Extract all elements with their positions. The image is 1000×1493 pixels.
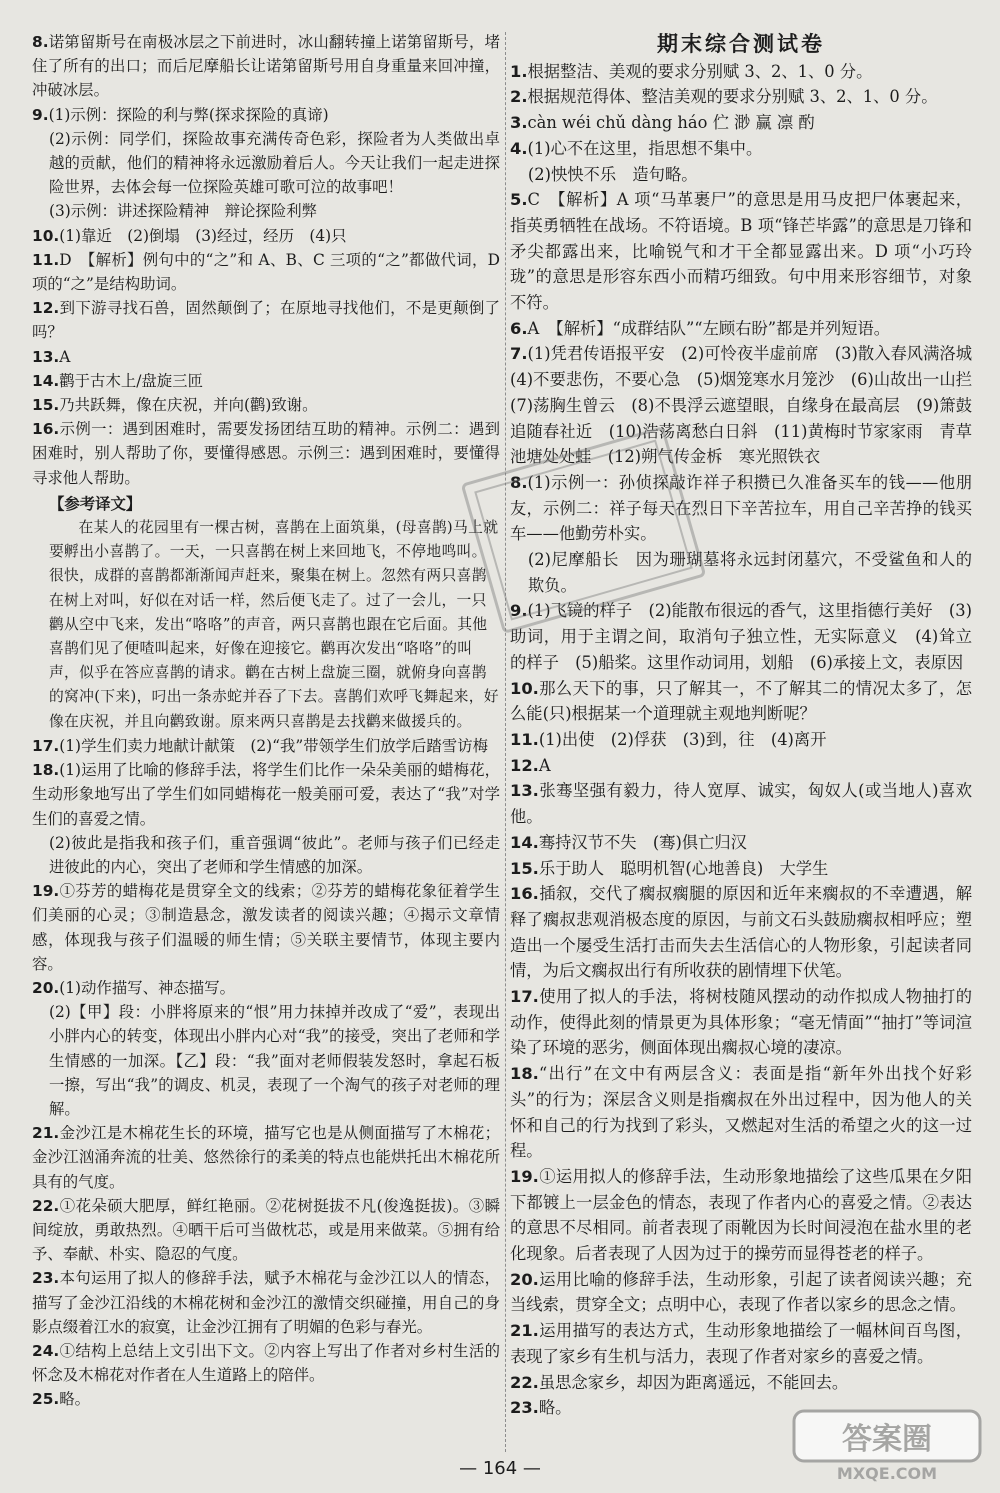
- item-text: (1)飞镜的样子 (2)能散布很远的香气，这里指德行美好 (3)助词，用于主谓之间，取消句子独立性，无实际意义 (4)耸立的样子 (5)船桨。这里作动词用，划船 (6)承接上文，表原因: [510, 601, 972, 672]
- item-text: 张骞坚强有毅力，待人宽厚、诚实，匈奴人(或当地人)喜欢他。: [510, 781, 972, 827]
- item-number: 21.: [510, 1321, 539, 1341]
- answer-item: [32, 30, 500, 103]
- answer-item: [32, 369, 500, 393]
- answer-item: [32, 758, 500, 831]
- answer-item: [510, 187, 972, 316]
- item-number: 2.: [510, 87, 528, 107]
- answer-item: [510, 881, 972, 984]
- item-text: (1)靠近 (2)倒塌 (3)经过，经历 (4)只: [59, 226, 347, 245]
- item-number: 17.: [510, 987, 539, 1007]
- answer-item: [510, 778, 972, 829]
- item-text: A: [59, 347, 71, 366]
- answer-item: [32, 976, 500, 1000]
- item-number: 14.: [32, 371, 60, 390]
- item-number: 8.: [32, 33, 49, 51]
- section-title: 期末综合测试卷: [657, 32, 825, 56]
- item-text: (1)示例一：孙侦探敲诈祥子积攒已久准备买车的钱——他朋友，示例二：祥子每天在烈日下辛苦拉车，用自己辛苦挣的钱买车——他勤劳朴实。: [510, 472, 972, 544]
- item-text: (1)动作描写、神态描写。: [59, 978, 235, 997]
- answer-item: [510, 830, 972, 856]
- item-number: 10.: [510, 678, 539, 698]
- answer-item: [32, 296, 500, 344]
- answer-item: [32, 1266, 500, 1339]
- answer-item: [32, 831, 500, 879]
- answer-item: [32, 393, 500, 417]
- translation-title: 【参考译文】: [48, 494, 142, 513]
- answer-item: [32, 1121, 500, 1194]
- item-number: 11.: [32, 250, 60, 269]
- answer-item: [510, 676, 972, 727]
- item-text: 诺第留斯号在南极冰层之下前进时，冰山翻转撞上诺第留斯号，堵住了所有的出口；而后尼摩船长让诺第留斯号用自身重量来回冲撞，冲破冰层。: [32, 33, 500, 100]
- item-text: D 【解析】例句中的“之”和 A、B、C 三项的“之”都做代词，D 项的“之”是结构助词。: [32, 250, 500, 294]
- reference-translation: [32, 492, 500, 734]
- answer-item: [32, 224, 500, 248]
- item-text: (2)彼此是指我和孩子们，重音强调“彼此”。老师与孩子们已经走进彼此的内心，突出了老师和学生情感的加深。: [48, 833, 500, 876]
- item-text: (1)运用了比喻的修辞手法，将学生们比作一朵朵美丽的蜡梅花，生动形象地写出了学生们如同蜡梅花一般美丽可爱，表达了“我”对学生们的喜爱之情。: [32, 761, 500, 828]
- item-text: “出行”在文中有两层含义：表面是指“新年外出找个好彩头”的行为；深层含义则是指瘸叔在外出过程中，因为他人的关怀和自己的行为找到了彩头，又燃起对生活的希望之火的这一过程。: [510, 1064, 972, 1161]
- item-number: 22.: [32, 1196, 60, 1215]
- item-number: 3.: [510, 113, 528, 133]
- answer-item: [32, 417, 500, 490]
- watermark-logo: [792, 1409, 982, 1483]
- item-text: (2)示例：同学们，探险故事充满传奇色彩，探险者为人类做出卓越的贡献，他们的精神将永远激励着后人。今天让我们一起走进探险世界，去体会每一位探险英雄可歌可泣的故事吧！: [48, 129, 500, 197]
- item-number: 15.: [32, 396, 60, 415]
- item-text: 骞持汉节不失 (骞)俱亡归汉: [538, 832, 747, 852]
- item-text: 乃共跃舞，像在庆祝，并向(鹳)致谢。: [59, 396, 318, 415]
- item-text: 鹳于古木上/盘旋三匝: [59, 371, 203, 390]
- item-number: 16.: [510, 884, 539, 904]
- item-text: 略。: [538, 1398, 572, 1418]
- answer-item: [510, 316, 972, 342]
- item-number: 4.: [510, 138, 528, 158]
- item-number: 20.: [32, 978, 60, 997]
- item-number: 19.: [32, 882, 60, 901]
- item-number: 21.: [32, 1124, 60, 1143]
- answer-item: [32, 1194, 500, 1267]
- answer-item: [32, 345, 500, 369]
- item-text: (3)示例：讲述探险精神 辩论探险利弊: [48, 202, 317, 221]
- item-text: 乐于助人 聪明机智(心地善良) 大学生: [538, 858, 829, 878]
- item-number: 19.: [510, 1166, 539, 1186]
- answer-item: [510, 59, 972, 85]
- item-number: 16.: [32, 420, 60, 439]
- answer-item: [510, 84, 972, 110]
- item-text: 插叙，交代了瘸叔瘸腿的原因和近年来瘸叔的不幸遭遇，解释了瘸叔悲观消极态度的原因，与前文石头鼓励瘸叔相呼应；塑造出一个屡受生活打击而失去生活信心的人物形象，引起读者同情，为后文瘸叔出行有所收获的剧情埋下伏笔。: [510, 884, 972, 981]
- item-text: 虽思念家乡，却因为距离遥远，不能回去。: [538, 1372, 849, 1392]
- answer-item: [510, 984, 972, 1061]
- item-number: 23.: [510, 1398, 539, 1418]
- answer-item: [32, 879, 500, 976]
- item-text: A 【解析】“成群结队”“左顾右盼”都是并列短语。: [527, 318, 891, 338]
- item-number: 5.: [510, 190, 528, 210]
- answer-item: [510, 856, 972, 882]
- item-number: 13.: [510, 781, 539, 801]
- answer-item: [510, 1164, 972, 1267]
- answer-item: [510, 1318, 972, 1369]
- answer-item: [32, 103, 500, 127]
- answer-item: [32, 1339, 500, 1387]
- item-number: 13.: [32, 347, 60, 366]
- answer-item: [510, 162, 972, 188]
- item-number: 20.: [510, 1269, 539, 1289]
- item-text: (1)心不在这里，指思想不集中。: [527, 138, 763, 158]
- translation-text: 在某人的花园里有一棵古树，喜鹊在上面筑巢，(母喜鹊)马上就要孵出小喜鹊了。一天，一只喜鹊在树上来回地飞，不停地鸣叫。很快，成群的喜鹊都渐渐闻声赶来，聚集在树上。忽然有两只喜鹊在树上对叫，好似在对话一样，然后便飞走了。过了一会儿，一只鹳从空中飞来，发出“咯咯”的声音，两只喜鹊也跟在它后面。其他喜鹊们见了便喳叫起来，好像在迎接它。鹳再次发出“咯咯”的叫声，似乎在答应喜鹊的请求。鹳在古树上盘旋三圈，就俯身向喜鹊的窝冲(下来)，叼出一条赤蛇并吞了下去。喜鹊们欢呼飞舞起来，好像在庆祝，并且向鹳致谢。原来两只喜鹊是去找鹳来做援兵的。: [48, 519, 499, 730]
- item-number: 12.: [510, 755, 539, 775]
- answer-item: [32, 1000, 500, 1121]
- item-text: 本句运用了拟人的修辞手法，赋予木棉花与金沙江以人的情态，描写了金沙江沿线的木棉花树和金沙江的激情交织碰撞，用自己的身影点缀着江水的寂寞，让金沙江拥有了明媚的色彩与春光。: [32, 1269, 500, 1336]
- answer-item: [510, 753, 972, 779]
- item-number: 1.: [510, 61, 528, 81]
- item-number: 17.: [32, 736, 60, 755]
- item-text: 到下游寻找石兽，固然颠倒了；在原地寻找他们，不是更颠倒了吗？: [32, 299, 500, 342]
- item-number: 25.: [32, 1390, 60, 1409]
- item-text: A: [538, 755, 551, 775]
- item-number: 23.: [32, 1269, 60, 1288]
- item-number: 18.: [510, 1064, 539, 1084]
- item-text: C 【解析】A 项“马革裹尸”的意思是用马皮把尸体裹起来，指英勇牺牲在战场。不符语境。B 项“锋芒毕露”的意思是刀锋和矛尖都露出来，比喻锐气和才干全都显露出来。D 项“小巧玲珑”的意思是形容东西小而精巧细致。句中用来形容细节，对象不符。: [510, 190, 972, 313]
- item-text: ①花朵硕大肥厚，鲜红艳丽。②花树挺拔不凡(俊逸挺拔)。③瞬间绽放，勇敢热烈。④晒干后可当做枕芯，或是用来做菜。⑤拥有给予、奉献、朴实、隐忍的气度。: [32, 1196, 500, 1264]
- column-divider: [505, 32, 506, 1452]
- item-number: 12.: [32, 299, 60, 318]
- svg-text:答案圈: 答案圈: [842, 1422, 932, 1457]
- answer-item: [510, 110, 972, 136]
- item-text: 运用描写的表达方式，生动形象地描绘了一幅林间百鸟图，表现了家乡有生机与活力，表现了作者对家乡的喜爱之情。: [510, 1321, 972, 1366]
- item-number: 9.: [32, 105, 49, 124]
- item-number: 7.: [510, 344, 528, 364]
- left-column: [32, 30, 500, 1412]
- item-text: (2)【甲】段：小胖将原来的“恨”用力抹掉并改成了“爱”，表现出小胖内心的转变，体现出小胖内心对“我”的接受，突出了老师和学生情感的一加深。【乙】段：“我”面对老师假装发怒时，拿起石板一擦，写出“我”的调皮、机灵，表现了一个淘气的孩子对老师的理解。: [48, 1003, 500, 1118]
- item-text: ①芬芳的蜡梅花是贯穿全文的线索；②芬芳的蜡梅花象征着学生们美丽的心灵；③制造悬念，激发读者的阅读兴趣；④揭示文章情感，体现我与孩子们温暖的师生情；⑤关联主要情节，体现主要内容。: [32, 882, 500, 973]
- item-text: 金沙江是木棉花生长的环境，描写它也是从侧面描写了木棉花；金沙江汹涌奔流的壮美、悠然徐行的柔美的特点也能烘托出木棉花所具有的气度。: [32, 1124, 500, 1191]
- item-text: 根据规范得体、整洁美观的要求分别赋 3、2、1、0 分。: [527, 87, 938, 107]
- answer-item: [32, 734, 500, 758]
- svg-text:MXQE.COM: MXQE.COM: [836, 1464, 938, 1483]
- item-number: 22.: [510, 1372, 539, 1392]
- item-text: (1)示例：探险的利与弊(探求探险的真谛): [48, 105, 329, 124]
- item-text: 使用了拟人的手法，将树枝随风摆动的动作拟成人物抽打的动作，使得此刻的情景更为具体形象；“毫无情面”“抽打”等词渲染了环境的恶劣，侧面体现出瘸叔心境的凄凉。: [510, 987, 972, 1058]
- answer-item: [32, 127, 500, 200]
- item-text: 运用比喻的修辞手法，生动形象，引起了读者阅读兴趣；充当线索，贯穿全文；点明中心，表现了作者以家乡的思念之情。: [510, 1269, 972, 1315]
- item-text: (1)出使 (2)俘获 (3)到，往 (4)离开: [538, 729, 827, 749]
- item-number: 8.: [510, 472, 528, 492]
- item-number: 18.: [32, 761, 60, 780]
- answer-item: [510, 1370, 972, 1396]
- item-text: 示例一：遇到困难时，需要发扬团结互助的精神。示例二：遇到困难时，别人帮助了你，要懂得感恩。示例三：遇到困难时，要懂得寻求他人帮助。: [32, 420, 500, 487]
- item-number: 14.: [510, 832, 539, 852]
- item-text: 略。: [59, 1390, 91, 1409]
- answer-item: [32, 1387, 500, 1411]
- item-text: (1)学生们卖力地献计献策 (2)“我”带领学生们放学后踏雪访梅: [59, 736, 488, 755]
- answer-item: [32, 248, 500, 296]
- item-number: 11.: [510, 729, 539, 749]
- page-number: — 164 —: [459, 1458, 541, 1479]
- item-number: 9.: [510, 601, 528, 621]
- answer-item: [510, 136, 972, 162]
- item-number: 15.: [510, 858, 539, 878]
- item-text: (2)尼摩船长 因为珊瑚墓将永远封闭墓穴，不受鲨鱼和人的欺负。: [527, 550, 972, 595]
- answer-item: [510, 727, 972, 753]
- item-text: (1)凭君传语报平安 (2)可怜夜半虚前席 (3)散入春风满洛城 (4)不要悲伤，不要心急 (5)烟笼寒水月笼沙 (6)山故出一山拦 (7)荡胸生曾云 (8)不畏浮云遮望眼，自缘身在最高层 (9)箫鼓追随春社近 (10)浩荡离愁白日斜 (11)黄梅时节家家雨 青草池塘处处蛙 (12)朔气传金柝 寒光照铁衣: [510, 344, 989, 467]
- item-text: ①结构上总结上文引出下文。②内容上写出了作者对乡村生活的怀念及木棉花对作者在人生道路上的陪伴。: [32, 1341, 500, 1385]
- answer-item: [510, 1061, 972, 1164]
- right-column: [510, 30, 989, 1421]
- item-text: (2)怏怏不乐 造句略。: [527, 164, 698, 184]
- item-number: 24.: [32, 1341, 60, 1360]
- item-text: 那么天下的事，只了解其一，不了解其二的情况太多了，怎么能(只)根据某一个道理就主观地判断呢？: [510, 678, 972, 724]
- item-text: ①运用拟人的修辞手法，生动形象地描绘了这些瓜果在夕阳下都镀上一层金色的情态，表现了作者内心的喜爱之情。②表达的意思不尽相同。前者表现了雨靴因为长时间浸泡在盐水里的老化现象。后者表现了人因为过于的操劳而显得苍老的样子。: [510, 1166, 972, 1264]
- item-number: 10.: [32, 226, 60, 245]
- item-text: càn wéi chǔ dàng háo 伫 渺 赢 凛 酌: [527, 113, 815, 133]
- answer-item: [510, 1267, 972, 1318]
- item-text: 根据整洁、美观的要求分别赋 3、2、1、0 分。: [527, 61, 873, 81]
- answer-item: [32, 199, 500, 223]
- item-number: 6.: [510, 318, 528, 338]
